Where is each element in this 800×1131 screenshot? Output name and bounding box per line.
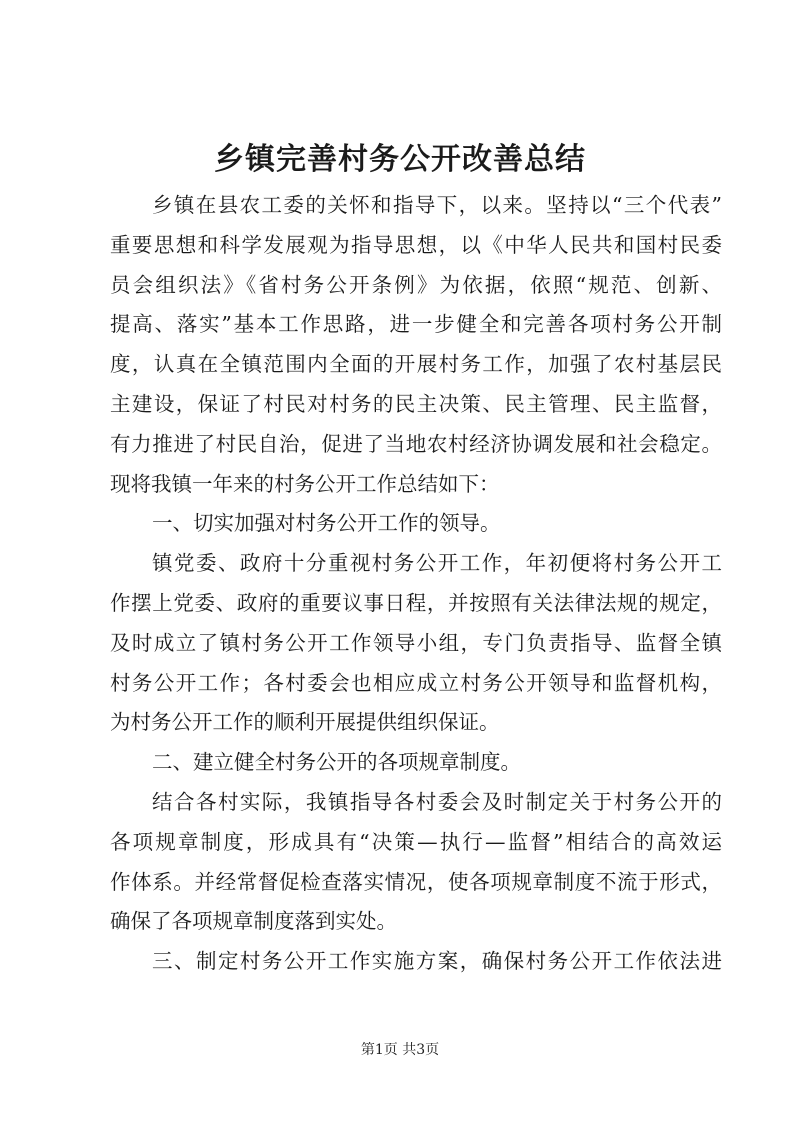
paragraph-line: 及时成立了镇村务公开工作领导小组，专门负责指导、监督全镇 — [110, 630, 722, 655]
paragraph-line: 确保了各项规章制度落到实处。 — [110, 909, 397, 934]
paragraph-line: 乡镇在县农工委的关怀和指导下，以来。坚持以“三个代表” — [152, 193, 722, 217]
section-heading: 一、切实加强对村务公开工作的领导。 — [152, 511, 501, 536]
document-title: 乡镇完善村务公开改善总结 — [214, 142, 586, 177]
document-body — [110, 180, 722, 976]
paragraph-line: 现将我镇一年来的村务公开工作总结如下： — [110, 471, 500, 496]
page-number-footer: 第1页 共3页 — [360, 1042, 440, 1058]
paragraph-line: 镇党委、政府十分重视村务公开工作，年初便将村务公开工 — [152, 551, 722, 576]
section-heading: 二、建立健全村务公开的各项规章制度。 — [152, 750, 521, 775]
paragraph-line: 重要思想和科学发展观为指导思想，以《中华人民共和国村民委 — [110, 232, 722, 257]
paragraph-line: 主建设，保证了村民对村务的民主决策、民主管理、民主监督， — [110, 391, 722, 416]
paragraph-line: 提高、落实”基本工作思路，进一步健全和完善各项村务公开制 — [110, 312, 722, 337]
paragraph-line: 村务公开工作；各村委会也相应成立村务公开领导和监督机构， — [110, 670, 722, 695]
paragraph-line: 为村务公开工作的顺利开展提供组织保证。 — [110, 710, 500, 735]
paragraph-line: 作体系。并经常督促检查落实情况，使各项规章制度不流于形式， — [110, 869, 722, 894]
paragraph-line: 员会组织法》《省村务公开条例》为依据，依照“规范、创新、 — [110, 272, 722, 297]
section-heading: 三、制定村务公开工作实施方案，确保村务公开工作依法进 — [152, 949, 722, 974]
paragraph-line: 各项规章制度，形成具有“决策—执行—监督”相结合的高效运 — [110, 829, 722, 854]
paragraph-line: 有力推进了村民自治，促进了当地农村经济协调发展和社会稳定。 — [110, 431, 722, 456]
paragraph-line: 结合各村实际，我镇指导各村委会及时制定关于村务公开的 — [152, 789, 722, 814]
paragraph-line: 度，认真在全镇范围内全面的开展村务工作，加强了农村基层民 — [110, 352, 722, 377]
paragraph-line: 作摆上党委、政府的重要议事日程，并按照有关法律法规的规定， — [110, 590, 722, 615]
